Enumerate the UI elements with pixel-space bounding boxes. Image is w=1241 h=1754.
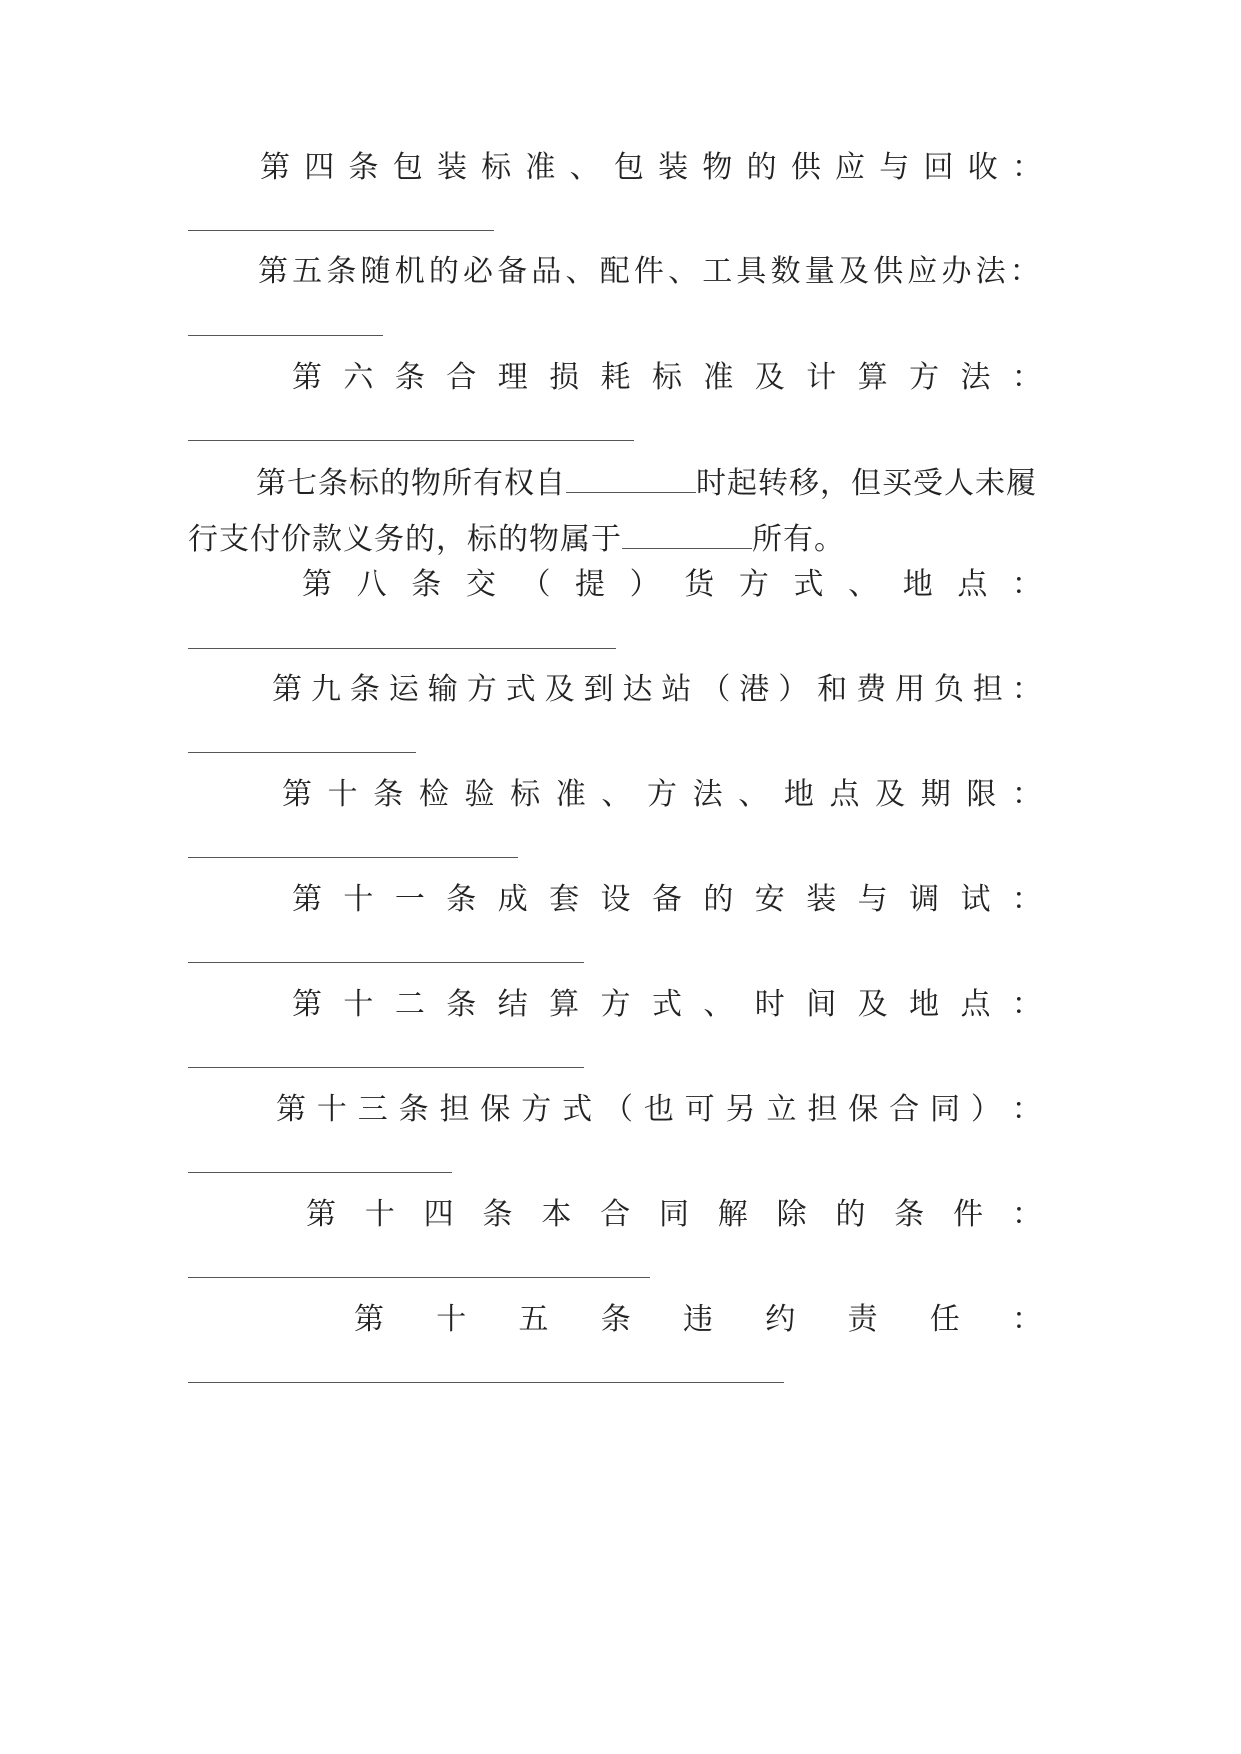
- heading-char: 合: [889, 1092, 920, 1127]
- heading-char: 及: [544, 672, 575, 707]
- heading-char: 担: [807, 1092, 838, 1127]
- heading-char: 保: [848, 1092, 879, 1127]
- heading-char: 结: [497, 987, 528, 1022]
- heading-char: 法: [692, 777, 723, 812]
- heading-char: （: [520, 567, 551, 602]
- heading-char: 限: [966, 777, 997, 812]
- heading-char: ：: [1012, 1302, 1042, 1337]
- heading-char: 第: [354, 1302, 384, 1337]
- heading-char: 条: [394, 360, 425, 395]
- heading-char: 理: [497, 360, 528, 395]
- heading-char: 立: [766, 1092, 797, 1127]
- heading-char: 装: [806, 882, 837, 917]
- heading-char: 的: [746, 150, 777, 185]
- heading-char: 的: [428, 254, 459, 289]
- heading-char: 方: [600, 987, 631, 1022]
- heading-char: 一: [394, 882, 425, 917]
- clause-15-heading: [354, 1300, 1042, 1340]
- heading-char: 条: [600, 1302, 631, 1337]
- heading-char: 十: [364, 1197, 395, 1232]
- heading-char: 点: [829, 777, 860, 812]
- heading-char: 标: [481, 150, 512, 185]
- heading-char: ）: [778, 672, 809, 707]
- heading-char: 应: [835, 150, 866, 185]
- heading-char: 方: [647, 777, 677, 812]
- heading-char: 备: [651, 882, 682, 917]
- heading-char: 量: [804, 254, 835, 289]
- heading-char: 到: [583, 672, 614, 707]
- heading-char: 除: [776, 1197, 807, 1232]
- heading-char: 输: [427, 672, 458, 707]
- heading-char: 十: [327, 777, 358, 812]
- heading-char: 方: [738, 567, 769, 602]
- heading-char: 十: [436, 1302, 467, 1337]
- heading-char: 及: [838, 254, 869, 289]
- heading-char: 第: [282, 777, 312, 812]
- heading-char: 第: [276, 1092, 306, 1127]
- heading-char: 合: [446, 360, 477, 395]
- heading-char: 数: [770, 254, 801, 289]
- heading-char: ：: [1011, 150, 1042, 185]
- clause-12-heading: [292, 985, 1042, 1025]
- heading-char: 十: [343, 987, 374, 1022]
- heading-char: 的: [835, 1197, 866, 1232]
- heading-char: 点: [960, 987, 991, 1022]
- heading-char: 三: [357, 1092, 388, 1127]
- heading-char: 约: [765, 1302, 796, 1337]
- heading-char: （: [700, 672, 731, 707]
- heading-char: 六: [343, 360, 374, 395]
- clause-14-heading: [306, 1195, 1042, 1235]
- heading-char: 担: [972, 672, 1003, 707]
- heading-char: 用: [895, 672, 925, 707]
- clause-9-heading: [272, 670, 1042, 710]
- heading-char: 与: [879, 150, 910, 185]
- heading-char: 损: [549, 360, 580, 395]
- heading-char: 件: [953, 1197, 984, 1232]
- heading-char: 供: [790, 150, 821, 185]
- heading-char: 点: [957, 567, 988, 602]
- heading-char: 条: [373, 777, 404, 812]
- clause-13-blank-line: [188, 1172, 452, 1173]
- heading-char: 地: [902, 567, 933, 602]
- heading-char: 站: [661, 672, 692, 707]
- heading-char: 期: [920, 777, 951, 812]
- heading-char: 同: [658, 1197, 689, 1232]
- clause-10-heading: [282, 775, 1042, 815]
- heading-char: 随: [360, 254, 391, 289]
- heading-char: 第: [292, 882, 322, 917]
- heading-char: 二: [394, 987, 425, 1022]
- heading-char: 第: [302, 567, 332, 602]
- heading-char: 九: [310, 672, 341, 707]
- heading-char: 、: [668, 254, 699, 289]
- heading-char: ）: [970, 1092, 1001, 1127]
- heading-char: 、: [848, 567, 879, 602]
- heading-char: 耗: [600, 360, 631, 395]
- heading-char: 检: [418, 777, 449, 812]
- clause-7-fill-1[interactable]: [566, 462, 696, 493]
- clause-7-text-1: 第七条标的物所有权自: [256, 466, 566, 501]
- heading-char: 负: [933, 672, 964, 707]
- heading-char: 准: [525, 150, 556, 185]
- heading-char: 标: [651, 360, 682, 395]
- heading-char: 及: [857, 987, 888, 1022]
- heading-char: 成: [497, 882, 528, 917]
- heading-char: 包: [613, 150, 644, 185]
- clause-7-text-2: 时起转移，但买受人未履行支付价款义务的，标的物属于: [188, 466, 1037, 557]
- heading-char: ：: [1011, 1092, 1042, 1127]
- heading-char: 条: [894, 1197, 925, 1232]
- heading-char: ）: [629, 567, 660, 602]
- clause-11-heading: [292, 880, 1042, 920]
- heading-char: 回: [923, 150, 954, 185]
- heading-char: 任: [929, 1302, 960, 1337]
- heading-char: 及: [875, 777, 906, 812]
- heading-char: 法: [975, 254, 1006, 289]
- heading-char: 和: [817, 672, 848, 707]
- heading-char: 时: [754, 987, 785, 1022]
- heading-char: ：: [1011, 987, 1042, 1022]
- heading-char: 的: [703, 882, 734, 917]
- heading-char: 方: [909, 360, 940, 395]
- heading-char: 第: [292, 987, 322, 1022]
- clause-7-paragraph: [188, 456, 1048, 568]
- heading-char: 运: [388, 672, 419, 707]
- heading-char: 也: [643, 1092, 674, 1127]
- heading-char: 第: [272, 672, 302, 707]
- heading-char: 提: [575, 567, 606, 602]
- clause-5-blank-line: [188, 335, 383, 336]
- heading-char: 保: [480, 1092, 511, 1127]
- heading-char: 方: [466, 672, 497, 707]
- heading-char: ：: [1011, 360, 1042, 395]
- heading-char: 四: [423, 1197, 454, 1232]
- heading-char: ：: [1012, 777, 1042, 812]
- heading-char: 件: [633, 254, 664, 289]
- heading-char: 四: [304, 150, 335, 185]
- heading-char: 、: [738, 777, 769, 812]
- heading-char: 五: [518, 1302, 549, 1337]
- heading-char: 同: [930, 1092, 960, 1127]
- heading-char: 八: [356, 567, 387, 602]
- heading-char: 五: [292, 254, 323, 289]
- heading-char: 、: [569, 150, 600, 185]
- heading-char: 式: [505, 672, 536, 707]
- heading-char: 品: [531, 254, 562, 289]
- heading-char: ：: [1011, 672, 1042, 707]
- heading-char: 法: [960, 360, 991, 395]
- heading-char: 条: [348, 150, 379, 185]
- heading-char: 机: [394, 254, 425, 289]
- heading-char: 设: [600, 882, 631, 917]
- heading-char: 物: [702, 150, 733, 185]
- clause-12-blank-line: [188, 1067, 584, 1068]
- heading-char: 条: [411, 567, 442, 602]
- heading-char: 解: [717, 1197, 748, 1232]
- heading-char: 必: [463, 254, 494, 289]
- clause-11-blank-line: [188, 962, 584, 963]
- heading-char: 地: [783, 777, 814, 812]
- heading-char: 间: [806, 987, 837, 1022]
- heading-char: 式: [562, 1092, 593, 1127]
- heading-char: 装: [658, 150, 689, 185]
- clause-9-blank-line: [188, 752, 416, 753]
- heading-char: ：: [1011, 1197, 1042, 1232]
- heading-char: 条: [326, 254, 357, 289]
- clause-4-heading: [260, 148, 1042, 188]
- heading-char: 算: [549, 987, 580, 1022]
- clause-8-heading: [302, 565, 1042, 605]
- heading-char: 十: [316, 1092, 347, 1127]
- heading-char: 本: [541, 1197, 572, 1232]
- heading-char: 另: [725, 1092, 756, 1127]
- heading-char: 条: [446, 987, 477, 1022]
- heading-char: ：: [1011, 882, 1042, 917]
- heading-char: 配: [599, 254, 630, 289]
- heading-char: 应: [907, 254, 938, 289]
- heading-char: 十: [343, 882, 374, 917]
- heading-char: 验: [464, 777, 495, 812]
- heading-char: 、: [565, 254, 596, 289]
- heading-char: ：: [1011, 567, 1042, 602]
- heading-char: 调: [909, 882, 940, 917]
- heading-char: 达: [622, 672, 653, 707]
- heading-char: 可: [684, 1092, 715, 1127]
- heading-char: 式: [793, 567, 824, 602]
- clause-10-blank-line: [188, 857, 518, 858]
- clause-13-heading: [276, 1090, 1042, 1130]
- heading-char: 套: [549, 882, 580, 917]
- heading-char: 条: [349, 672, 380, 707]
- clause-7-fill-2[interactable]: [622, 518, 752, 549]
- heading-char: 供: [873, 254, 904, 289]
- heading-char: （: [603, 1092, 633, 1127]
- heading-char: 包: [392, 150, 423, 185]
- heading-char: 具: [736, 254, 767, 289]
- clause-6-blank-line: [188, 440, 634, 441]
- heading-char: 第: [258, 254, 288, 289]
- heading-char: 装: [436, 150, 467, 185]
- heading-char: 方: [521, 1092, 552, 1127]
- clause-15-blank-line: [188, 1382, 784, 1383]
- heading-char: 第: [292, 360, 322, 395]
- clause-5-heading: [258, 252, 1040, 292]
- clause-14-blank-line: [188, 1277, 650, 1278]
- heading-char: 港: [739, 672, 770, 707]
- heading-char: 费: [856, 672, 887, 707]
- heading-char: 条: [446, 882, 477, 917]
- clause-6-heading: [292, 358, 1042, 398]
- heading-char: 地: [909, 987, 940, 1022]
- heading-char: 计: [806, 360, 837, 395]
- heading-char: 第: [306, 1197, 336, 1232]
- heading-char: 条: [398, 1092, 429, 1127]
- clause-4-blank-line: [188, 230, 494, 231]
- heading-char: 、: [703, 987, 734, 1022]
- heading-char: 第: [260, 150, 290, 185]
- clause-7-text-3: 所有。: [752, 522, 845, 557]
- heading-char: 货: [684, 567, 715, 602]
- heading-char: 、: [601, 777, 632, 812]
- heading-char: 准: [703, 360, 734, 395]
- heading-char: 收: [967, 150, 998, 185]
- heading-char: 准: [555, 777, 586, 812]
- heading-char: 责: [847, 1302, 878, 1337]
- heading-char: 备: [497, 254, 528, 289]
- heading-char: 担: [439, 1092, 470, 1127]
- heading-char: 试: [960, 882, 991, 917]
- heading-char: 式: [651, 987, 682, 1022]
- heading-char: 交: [465, 567, 496, 602]
- heading-char: 合: [600, 1197, 631, 1232]
- heading-char: 标: [510, 777, 541, 812]
- heading-char: ：: [1009, 254, 1040, 289]
- clause-8-blank-line: [188, 648, 616, 649]
- heading-char: 条: [482, 1197, 513, 1232]
- heading-char: 算: [857, 360, 888, 395]
- heading-char: 工: [702, 254, 733, 289]
- heading-char: 办: [941, 254, 972, 289]
- heading-char: 安: [754, 882, 785, 917]
- heading-char: 及: [754, 360, 785, 395]
- heading-char: 与: [857, 882, 888, 917]
- heading-char: 违: [683, 1302, 713, 1337]
